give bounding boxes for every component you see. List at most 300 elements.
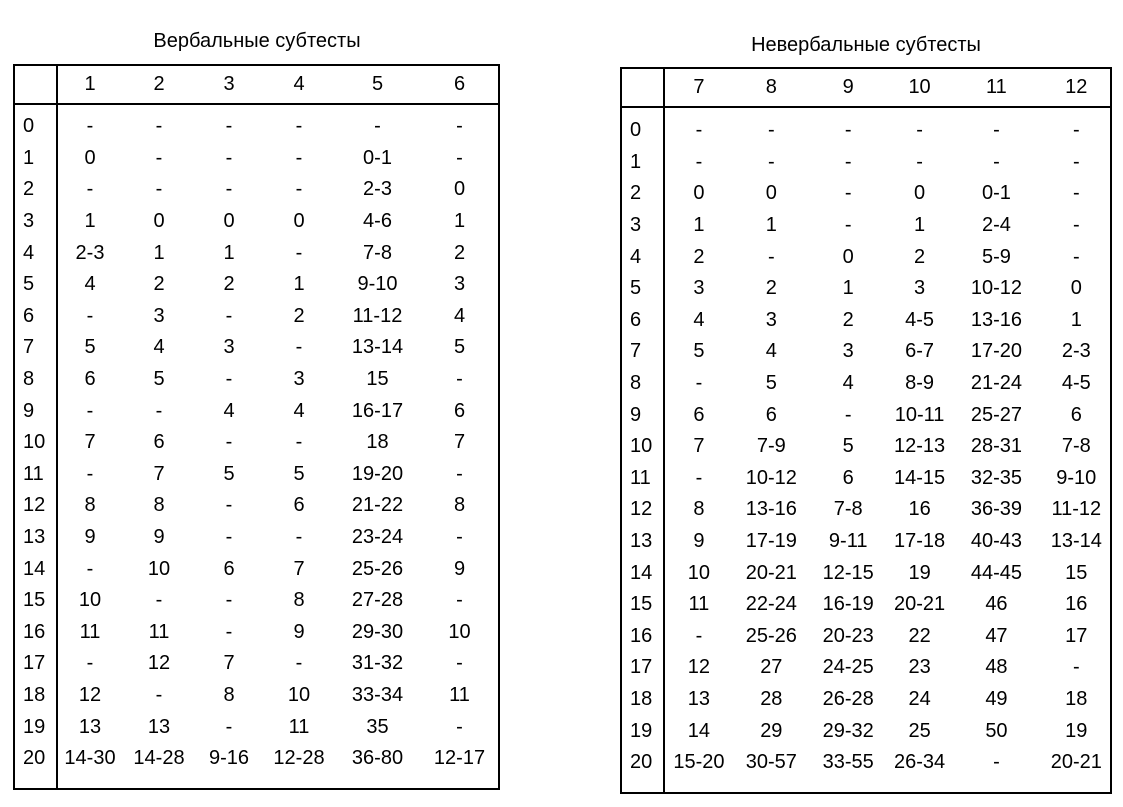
- table-cell: 11-12: [352, 304, 403, 327]
- table-cell: 0: [914, 182, 926, 205]
- table-cell: 19-20: [351, 462, 404, 485]
- table-cell: 48: [985, 656, 1008, 679]
- table-cell: 3: [914, 277, 926, 300]
- table-cell: 36-80: [351, 747, 404, 770]
- table-cell: 3: [293, 368, 305, 391]
- row-score: 9: [630, 403, 642, 426]
- table-cell: 4: [84, 273, 96, 296]
- table-cell: 7-9: [756, 435, 786, 458]
- table-cell: 13-14: [1050, 530, 1102, 553]
- column-header: 5: [371, 73, 384, 95]
- column-header: 1: [84, 73, 96, 95]
- row-score: 5: [630, 277, 642, 300]
- table-cell: -: [295, 178, 303, 201]
- table-row: [15, 522, 498, 554]
- table-cell: -: [1072, 245, 1080, 268]
- column-header: 8: [765, 76, 777, 98]
- table-cell: -: [767, 150, 775, 173]
- table-cell: 13-16: [745, 498, 797, 521]
- table-cell: -: [155, 589, 163, 612]
- row-score: 3: [23, 210, 35, 233]
- table-cell: 9: [453, 557, 466, 580]
- table-cell: -: [295, 115, 303, 138]
- table-cell: -: [86, 462, 94, 485]
- table-cell: 50: [985, 719, 1008, 742]
- table-cell: 21-24: [970, 372, 1023, 395]
- table-cell: -: [295, 336, 303, 359]
- column-header: 2: [153, 73, 165, 95]
- table-cell: -: [225, 494, 233, 517]
- table-cell: -: [993, 150, 1000, 173]
- table-cell: 0: [842, 245, 854, 268]
- row-score: 17: [630, 656, 653, 679]
- row-score: 6: [23, 304, 35, 327]
- table-cell: 17-18: [894, 530, 946, 553]
- table-cell: 25-26: [351, 557, 404, 580]
- table-cell: 0-1: [981, 182, 1011, 205]
- table-cell: 9-16: [208, 747, 250, 770]
- table-cell: 0: [765, 182, 777, 205]
- table-cell: 9-10: [357, 273, 398, 296]
- table-cell: 28: [760, 688, 783, 711]
- table-cell: 4-6: [363, 210, 392, 233]
- table-cell: 32-35: [970, 466, 1023, 489]
- table-cell: -: [225, 178, 233, 201]
- table-row: [622, 115, 1110, 147]
- table-cell: 4-5: [1061, 372, 1091, 395]
- table-cell: 10: [687, 561, 711, 584]
- row-score: 11: [23, 462, 44, 485]
- column-header: 4: [293, 73, 305, 95]
- table-cell: 23-24: [351, 526, 404, 549]
- table-cell: -: [456, 368, 463, 391]
- row-score: 13: [630, 530, 653, 553]
- table-row: [15, 332, 498, 364]
- row-score: 7: [630, 340, 642, 363]
- table-cell: -: [86, 399, 94, 422]
- table-cell: 22-24: [745, 593, 797, 616]
- table-cell: 10-12: [970, 277, 1023, 300]
- table-cell: 6: [693, 403, 705, 426]
- row-score: 14: [630, 561, 653, 584]
- table-cell: 29-32: [822, 719, 874, 742]
- table-cell: -: [86, 178, 94, 201]
- table-row: [15, 711, 498, 743]
- table-cell: 0: [453, 178, 466, 201]
- row-score: 13: [23, 526, 46, 549]
- table-cell: 19: [908, 561, 931, 584]
- row-score: 10: [630, 435, 653, 458]
- table-row: [15, 237, 498, 269]
- table-cell: -: [844, 119, 852, 142]
- row-score: 18: [23, 684, 46, 707]
- table-cell: 28-31: [970, 435, 1023, 458]
- table-cell: 11: [288, 715, 310, 738]
- row-score: 12: [630, 498, 653, 521]
- table-cell: 1: [765, 214, 777, 237]
- table-cell: 1: [914, 214, 926, 237]
- table-cell: 9: [293, 620, 305, 643]
- table-cell: 2-4: [981, 214, 1011, 237]
- table-cell: 9: [84, 526, 96, 549]
- table-cell: 17: [1065, 624, 1088, 647]
- table-row: [622, 747, 1110, 779]
- table-cell: -: [456, 115, 463, 138]
- table-cell: -: [916, 119, 923, 142]
- table-cell: 6: [1070, 403, 1082, 426]
- table-cell: 1: [693, 214, 705, 237]
- table-cell: -: [225, 715, 233, 738]
- table-cell: 16: [908, 498, 931, 521]
- table-row: [622, 305, 1110, 337]
- table-row: [15, 427, 498, 459]
- table-cell: 8: [153, 494, 165, 517]
- column-header: 10: [908, 76, 931, 98]
- table-cell: 8: [223, 684, 235, 707]
- table-row: [622, 494, 1110, 526]
- table-row: [15, 490, 498, 522]
- table-row: [622, 684, 1110, 716]
- table-cell: -: [695, 372, 703, 395]
- table-cell: 5: [842, 435, 854, 458]
- table-cell: 5: [153, 368, 165, 391]
- row-score: 15: [630, 593, 653, 616]
- table-cell: 31-32: [351, 652, 404, 675]
- table-cell: 11: [79, 620, 101, 643]
- table-cell: -: [86, 557, 94, 580]
- row-score: 14: [23, 557, 46, 580]
- table-cell: 15: [366, 368, 389, 391]
- table-cell: 2: [153, 273, 165, 296]
- table-header-row: [622, 69, 1110, 106]
- table-cell: 3: [453, 273, 466, 296]
- table-row: [622, 715, 1110, 747]
- table-cell: -: [225, 431, 233, 454]
- row-score: 12: [23, 494, 46, 517]
- row-score: 20: [23, 747, 46, 770]
- table-cell: 4: [765, 340, 777, 363]
- table-cell: -: [695, 466, 703, 489]
- row-score: 18: [630, 688, 653, 711]
- table-row: [622, 557, 1110, 589]
- table-row: [15, 459, 498, 491]
- table-cell: 1: [1070, 308, 1082, 331]
- table-cell: 4: [453, 304, 466, 327]
- table-cell: -: [295, 431, 303, 454]
- table-cell: -: [225, 115, 233, 138]
- table-cell: 10-11: [894, 403, 945, 426]
- table-cell: 29: [760, 719, 783, 742]
- table-cell: -: [155, 146, 163, 169]
- table-cell: 5: [765, 372, 777, 395]
- table-cell: 27-28: [351, 589, 404, 612]
- table-cell: 0: [84, 146, 96, 169]
- row-score: 19: [630, 719, 653, 742]
- table-cell: 33-55: [822, 751, 874, 774]
- table-cell: 2-3: [1061, 340, 1091, 363]
- table-cell: 9: [153, 526, 165, 549]
- table-cell: 2-3: [363, 178, 392, 201]
- table-cell: 30-57: [745, 751, 797, 774]
- table-cell: 35: [366, 715, 389, 738]
- table-cell: 22: [908, 624, 931, 647]
- table-row: [622, 589, 1110, 621]
- table-cell: -: [844, 214, 852, 237]
- table-cell: 8: [84, 494, 96, 517]
- table-row: [15, 269, 498, 301]
- row-score: 4: [630, 245, 642, 268]
- table-row: [622, 463, 1110, 495]
- table-cell: 3: [223, 336, 235, 359]
- table-cell: 33-34: [351, 684, 404, 707]
- table-cell: -: [295, 241, 303, 264]
- table-cell: 10: [287, 684, 311, 707]
- table-cell: 10: [448, 620, 471, 643]
- verbal-subtests-table: [13, 64, 500, 790]
- table-cell: -: [155, 115, 163, 138]
- table-cell: -: [155, 684, 163, 707]
- table-cell: -: [225, 526, 233, 549]
- table-cell: -: [86, 652, 94, 675]
- table-cell: 26-34: [894, 751, 946, 774]
- table-cell: -: [844, 150, 852, 173]
- table-cell: 25: [908, 719, 931, 742]
- table-cell: -: [695, 624, 703, 647]
- table-row: [15, 206, 498, 238]
- row-score: 19: [23, 715, 46, 738]
- table-cell: -: [456, 715, 463, 738]
- table-cell: 5: [453, 336, 466, 359]
- row-score: 11: [630, 466, 651, 489]
- table-cell: -: [456, 589, 463, 612]
- table-cell: -: [695, 119, 703, 142]
- table-cell: 1: [84, 210, 96, 233]
- table-cell: 2: [293, 304, 305, 327]
- table-cell: 25-26: [745, 624, 797, 647]
- table-cell: 0: [1070, 277, 1082, 300]
- table-cell: 6: [765, 403, 777, 426]
- table-cell: 6: [223, 557, 235, 580]
- table-cell: 6: [293, 494, 305, 517]
- table-cell: 3: [765, 308, 777, 331]
- row-score: 8: [630, 372, 642, 395]
- table-cell: -: [374, 115, 381, 138]
- row-score: 10: [23, 431, 46, 454]
- table-cell: 4-5: [905, 308, 935, 331]
- table-row: [15, 743, 498, 775]
- table-cell: 0-1: [363, 146, 392, 169]
- table-cell: 23: [908, 656, 931, 679]
- table-cell: 2: [223, 273, 235, 296]
- row-score: 3: [630, 214, 642, 237]
- table-cell: 20-21: [894, 593, 946, 616]
- table-row: [622, 526, 1110, 558]
- table-cell: -: [844, 403, 852, 426]
- table-cell: -: [993, 751, 1000, 774]
- table-row: [15, 364, 498, 396]
- table-cell: 5: [84, 336, 96, 359]
- table-cell: -: [456, 462, 463, 485]
- row-score: 17: [23, 652, 46, 675]
- table-cell: 2: [765, 277, 777, 300]
- table-cell: 15-20: [673, 751, 725, 774]
- table-cell: 12: [147, 652, 171, 675]
- table-row: [622, 147, 1110, 179]
- table-row: [622, 178, 1110, 210]
- table-row: [15, 680, 498, 712]
- table-cell: 2: [453, 241, 466, 264]
- table-cell: 20-23: [822, 624, 874, 647]
- table-cell: 16: [1065, 593, 1088, 616]
- table-cell: 11-12: [1051, 498, 1102, 521]
- row-score: 7: [23, 336, 35, 359]
- table-cell: 44-45: [970, 561, 1023, 584]
- row-score: 2: [630, 182, 642, 205]
- table-cell: 2: [914, 245, 926, 268]
- column-header: 3: [223, 73, 235, 95]
- row-score: 8: [23, 368, 35, 391]
- table-cell: -: [1072, 119, 1080, 142]
- table-cell: 0: [153, 210, 165, 233]
- table-cell: 24: [908, 688, 931, 711]
- table-cell: 25-27: [970, 403, 1023, 426]
- table-cell: -: [225, 368, 233, 391]
- table-cell: 2-3: [75, 241, 105, 264]
- table-cell: 1: [293, 273, 305, 296]
- table-cell: 47: [985, 624, 1008, 647]
- table-cell: 13-16: [970, 308, 1023, 331]
- table-cell: 36-39: [970, 498, 1023, 521]
- table-cell: -: [295, 652, 303, 675]
- table-cell: -: [456, 652, 463, 675]
- table-cell: 24-25: [822, 656, 874, 679]
- table-cell: -: [695, 150, 703, 173]
- table-row: [15, 111, 498, 143]
- table-cell: 4: [693, 308, 705, 331]
- row-score: 1: [630, 150, 642, 173]
- table-cell: 1: [453, 210, 466, 233]
- table-cell: 5: [223, 462, 235, 485]
- table-cell: -: [993, 119, 1000, 142]
- table-row: [622, 210, 1110, 242]
- table-cell: 3: [842, 340, 854, 363]
- table-cell: 12-13: [894, 435, 946, 458]
- table-cell: -: [844, 182, 852, 205]
- table-cell: -: [86, 115, 94, 138]
- table-cell: -: [1072, 150, 1080, 173]
- table-cell: 7-8: [363, 241, 392, 264]
- table-cell: 5-9: [981, 245, 1011, 268]
- table-cell: -: [456, 526, 463, 549]
- table-cell: -: [155, 178, 163, 201]
- row-score: 15: [23, 589, 46, 612]
- nonverbal-subtests-table: [620, 67, 1112, 794]
- table-cell: -: [295, 146, 303, 169]
- table-row: [15, 395, 498, 427]
- table-row: [622, 399, 1110, 431]
- table-cell: 8-9: [905, 372, 935, 395]
- table-cell: 11: [688, 593, 710, 616]
- table-row: [15, 617, 498, 649]
- table-cell: 13: [147, 715, 171, 738]
- table-row: [15, 648, 498, 680]
- table-cell: 0: [693, 182, 705, 205]
- table-cell: 7: [84, 431, 96, 454]
- table-cell: 26-28: [822, 688, 874, 711]
- table-cell: 6: [453, 399, 466, 422]
- table-row: [622, 368, 1110, 400]
- table-cell: 2: [842, 308, 854, 331]
- table-cell: 3: [693, 277, 705, 300]
- table-row: [15, 174, 498, 206]
- table-cell: 29-30: [351, 620, 404, 643]
- table-cell: -: [155, 399, 163, 422]
- table-cell: 10-12: [745, 466, 797, 489]
- table-cell: 17-19: [745, 530, 797, 553]
- table-cell: -: [916, 150, 923, 173]
- column-header: 11: [986, 76, 1007, 98]
- table-cell: 1: [842, 277, 854, 300]
- row-score: 2: [23, 178, 35, 201]
- table-cell: 8: [293, 589, 305, 612]
- table-cell: 3: [153, 304, 165, 327]
- table-cell: 13: [687, 688, 711, 711]
- table-cell: 49: [985, 688, 1008, 711]
- table-cell: 0: [223, 210, 235, 233]
- table-cell: 7: [153, 462, 165, 485]
- table-cell: -: [767, 119, 775, 142]
- table-cell: 12-15: [822, 561, 874, 584]
- table-cell: 27: [760, 656, 783, 679]
- table-row: [622, 652, 1110, 684]
- table-divider-horizontal: [622, 106, 1110, 108]
- table-cell: -: [225, 620, 233, 643]
- table-cell: 1: [223, 241, 235, 264]
- table-cell: 12-17: [433, 747, 486, 770]
- table-cell: 9: [693, 530, 705, 553]
- table-cell: -: [456, 146, 463, 169]
- table-row: [622, 273, 1110, 305]
- table-cell: 13: [78, 715, 102, 738]
- column-header: 9: [842, 76, 854, 98]
- table-cell: 16-17: [351, 399, 404, 422]
- column-header: 6: [453, 73, 466, 95]
- table-cell: 15: [1065, 561, 1088, 584]
- table-cell: 7: [223, 652, 235, 675]
- column-header: 7: [693, 76, 705, 98]
- table-cell: 7: [693, 435, 705, 458]
- table-row: [15, 143, 498, 175]
- table-cell: 7: [293, 557, 305, 580]
- table-cell: 46: [985, 593, 1008, 616]
- table-cell: 14-30: [64, 747, 116, 770]
- table-cell: 2: [693, 245, 705, 268]
- table-cell: 1: [153, 241, 165, 264]
- table-header-row: [15, 66, 498, 103]
- table-cell: 12: [78, 684, 102, 707]
- table-cell: 4: [293, 399, 305, 422]
- table-cell: 19: [1065, 719, 1088, 742]
- row-score: 16: [630, 624, 653, 647]
- verbal-table-title: Вербальные субтесты: [153, 30, 361, 52]
- table-cell: 14-28: [133, 747, 185, 770]
- table-divider-horizontal: [15, 103, 498, 105]
- table-cell: 9-11: [828, 530, 868, 553]
- table-cell: 7: [453, 431, 466, 454]
- table-cell: 40-43: [970, 530, 1023, 553]
- table-cell: 12-28: [273, 747, 325, 770]
- row-score: 5: [23, 273, 35, 296]
